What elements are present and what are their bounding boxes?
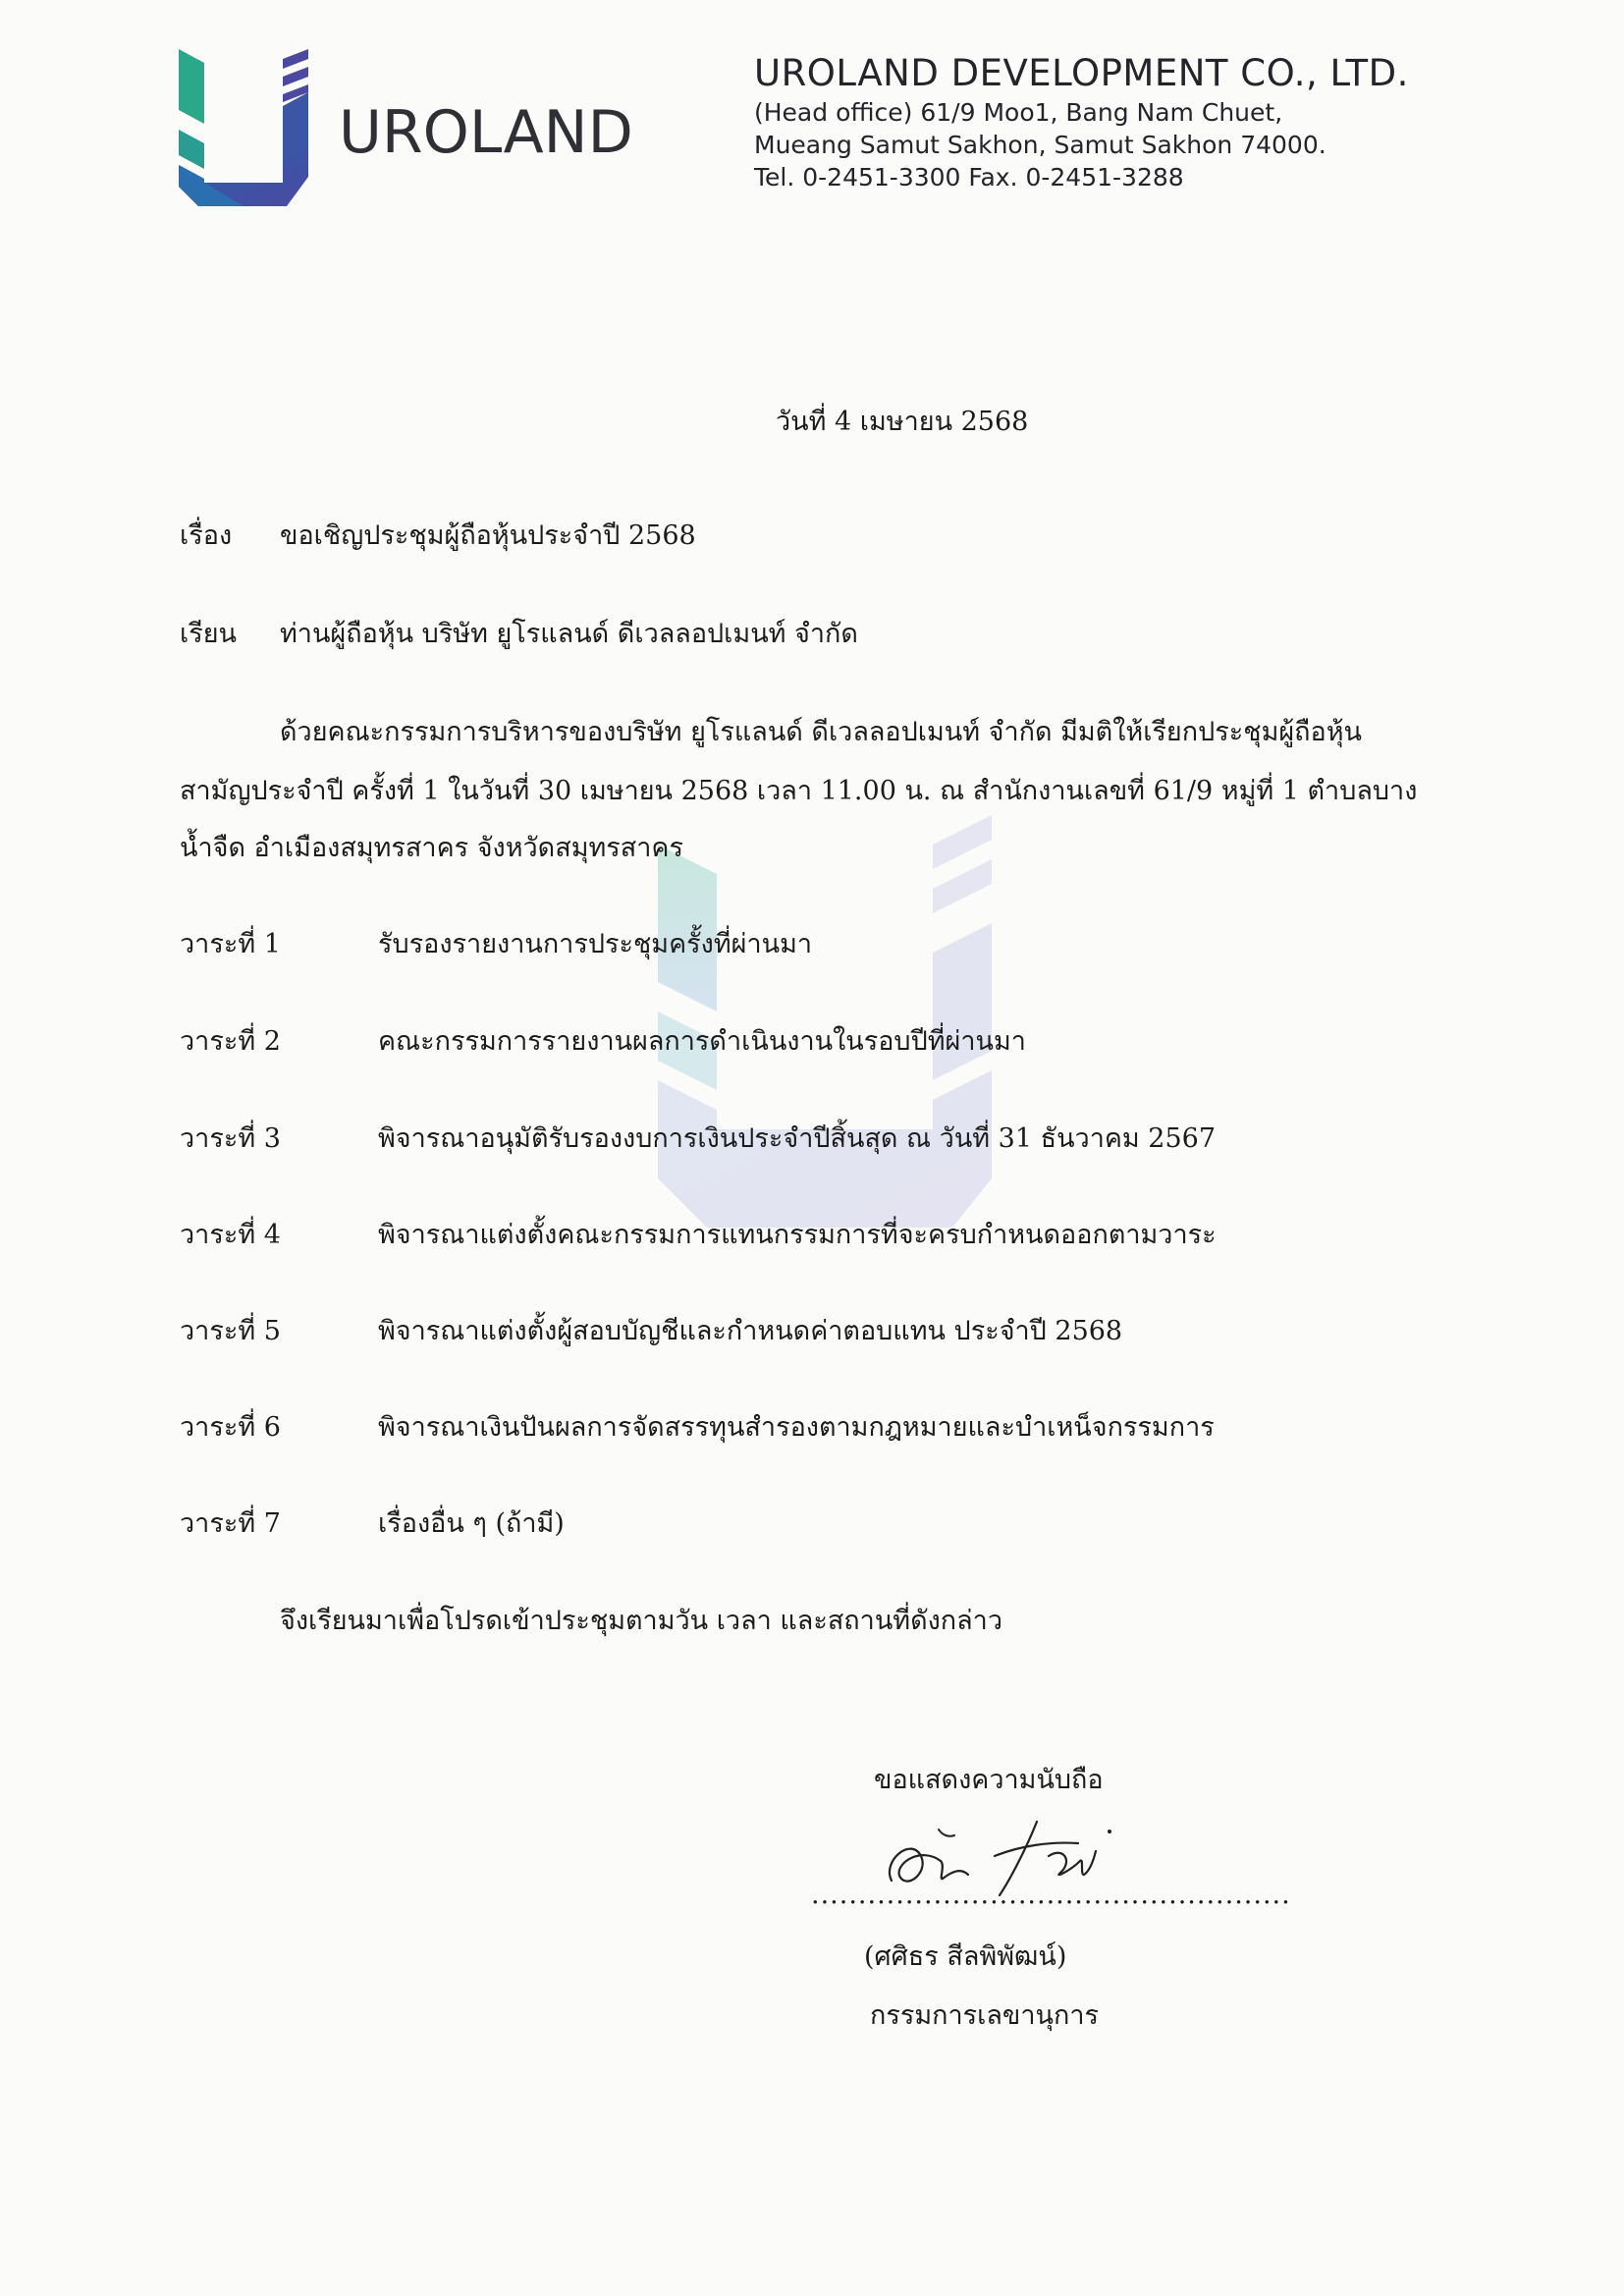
agenda-number: วาระที่ 5 bbox=[180, 1316, 281, 1346]
to-text: ท่านผู้ถือหุ้น บริษัท ยูโรแลนด์ ดีเวลลอปเมนท์ จำกัด bbox=[280, 619, 858, 649]
letter-date: วันที่ 4 เมษายน 2568 bbox=[776, 407, 1029, 437]
address-line-1: (Head office) 61/9 Moo1, Bang Nam Chuet, bbox=[754, 98, 1283, 127]
subject-label: เรื่อง bbox=[180, 520, 233, 551]
company-address-block bbox=[754, 51, 1559, 193]
agenda-number: วาระที่ 7 bbox=[180, 1508, 281, 1539]
address-line-2: Mueang Samut Sakhon, Samut Sakhon 74000. bbox=[754, 131, 1326, 159]
to-label: เรียน bbox=[180, 619, 238, 649]
agenda-item: พิจารณาอนุมัติรับรองงบการเงินประจำปีสิ้นสุด ณ วันที่ 31 ธันวาคม 2567 bbox=[378, 1123, 1217, 1154]
agenda-number: วาระที่ 3 bbox=[180, 1123, 281, 1154]
closing-sentence: จึงเรียนมาเพื่อโปรดเข้าประชุมตามวัน เวลา และสถานที่ดังกล่าว bbox=[280, 1606, 1003, 1636]
body-paragraph-line-1: ด้วยคณะกรรมการบริหารของบริษัท ยูโรแลนด์ ดีเวลลอปเมนท์ จำกัด มีมติให้เรียกประชุมผู้ถือหุ้น bbox=[280, 717, 1363, 747]
agenda-number: วาระที่ 6 bbox=[180, 1412, 281, 1443]
body-paragraph-line-3: น้ำจืด อำเมืองสมุทรสาคร จังหวัดสมุทรสาคร bbox=[180, 833, 683, 863]
logo-wordmark: UROLAND bbox=[339, 98, 633, 167]
agenda-item: พิจารณาเงินปันผลการจัดสรรทุนสำรองตามกฎหมายและบำเหน็จกรรมการ bbox=[378, 1412, 1215, 1443]
subject-text: ขอเชิญประชุมผู้ถือหุ้นประจำปี 2568 bbox=[280, 520, 696, 551]
agenda-item: พิจารณาแต่งตั้งผู้สอบบัญชีและกำหนดค่าตอบแทน ประจำปี 2568 bbox=[378, 1316, 1123, 1346]
agenda-item: พิจารณาแต่งตั้งคณะกรรมการแทนกรรมการที่จะครบกำหนดออกตามวาระ bbox=[378, 1220, 1217, 1250]
signer-name: (ศศิธร สีลพิพัฒน์) bbox=[864, 1941, 1067, 1972]
agenda-number: วาระที่ 2 bbox=[180, 1026, 281, 1057]
body-paragraph-line-2: สามัญประจำปี ครั้งที่ 1 ในวันที่ 30 เมษายน 2568 เวลา 11.00 น. ณ สำนักงานเลขที่ 61/9 หมู่ที่ 1 ตำบลบาง bbox=[180, 776, 1418, 806]
regards-text: ขอแสดงความนับถือ bbox=[874, 1765, 1104, 1795]
uroland-logo-icon bbox=[179, 49, 308, 206]
contact-line: Tel. 0-2451-3300 Fax. 0-2451-3288 bbox=[754, 163, 1184, 191]
signer-title: กรรมการเลขานุการ bbox=[870, 2000, 1100, 2031]
company-name: UROLAND DEVELOPMENT CO., LTD. bbox=[754, 52, 1409, 94]
agenda-item: รับรองรายงานการประชุมครั้งที่ผ่านมา bbox=[378, 929, 813, 959]
signature-line: ................................................... bbox=[811, 1880, 1291, 1910]
agenda-item: คณะกรรมการรายงานผลการดำเนินงานในรอบปีที่ผ่านมา bbox=[378, 1026, 1026, 1057]
agenda-number: วาระที่ 4 bbox=[180, 1220, 281, 1250]
logo-watermark-icon bbox=[638, 805, 1011, 1237]
agenda-item: เรื่องอื่น ๆ (ถ้ามี) bbox=[378, 1508, 565, 1539]
agenda-number: วาระที่ 1 bbox=[180, 929, 281, 959]
